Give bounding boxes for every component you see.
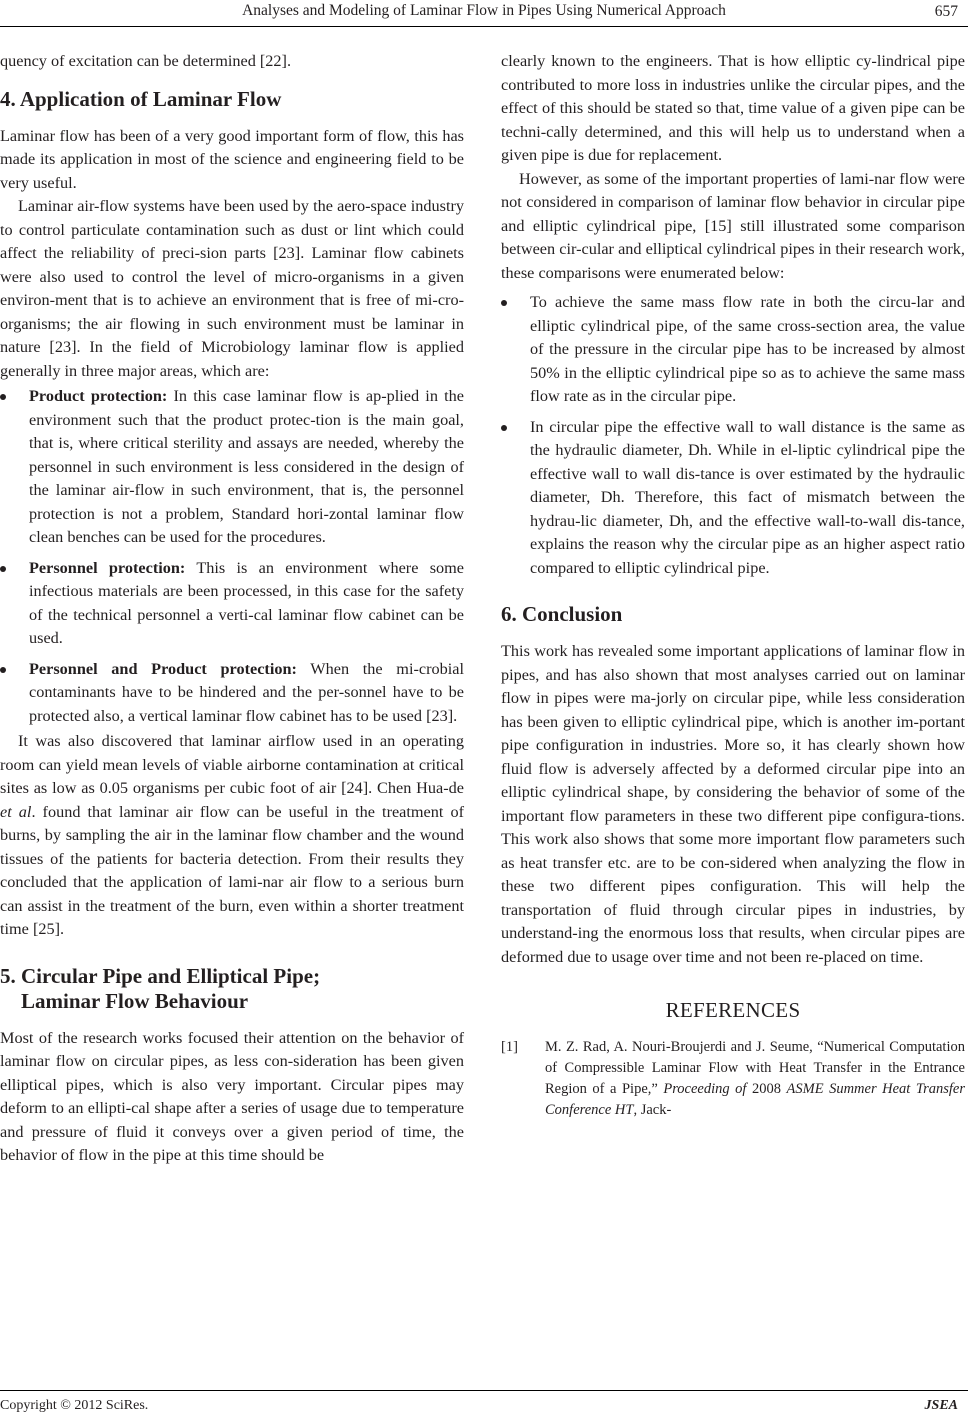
- header-rule: [0, 26, 968, 27]
- bullet-personnel-and-product-protection: [0, 658, 464, 729]
- page-number: 657: [934, 3, 958, 20]
- bullet-label: Personnel and Product protection:: [29, 659, 297, 678]
- et-al-italic: et al: [0, 802, 32, 821]
- section-5-heading-line-1: 5. Circular Pipe and Elliptical Pipe;: [0, 963, 321, 988]
- continued-paragraph: quency of excitation can be determined [22].: [0, 52, 292, 70]
- bullet-dot: [0, 566, 6, 572]
- section-4-heading: 4. Application of Laminar Flow: [0, 86, 282, 111]
- bullet-text: This is an environment where some infectious materials are been processed, in this case for the safety of the technical personnel a verti-cal laminar flow cabinet can be used.: [29, 558, 464, 647]
- bullet-label: Product protection:: [29, 387, 168, 405]
- running-title: Analyses and Modeling of Laminar Flow in Pipes Using Numerical Approach: [242, 2, 726, 19]
- reference-text: M. Z. Rad, A. Nouri-Broujerdi and J. Seume, “Numerical Computation of Compressible Laminar Flow with Heat Transfer in the Entrance Region of a Pipe,”: [545, 1038, 965, 1097]
- bullet-wall-distance: [501, 416, 965, 581]
- reference-italic: Proceeding of: [663, 1080, 747, 1097]
- bullet-dot: [501, 425, 507, 431]
- left-column: [0, 50, 464, 1168]
- paragraph-text: It was also discovered that laminar airflow used in an operating room can yield mean levels of viable airborne contamination at critical sites as low as 0.05 organisms per cubic foot of air [24]. Chen Hua-de: [0, 732, 464, 797]
- reference-number: [1]: [501, 1038, 518, 1055]
- reference-italic: ASME Summer Heat Transfer Conference HT: [545, 1080, 965, 1118]
- page-footer: [0, 1395, 968, 1415]
- bullet-product-protection: [0, 385, 464, 550]
- section-4-paragraph-3: [0, 730, 464, 942]
- references-heading: REFERENCES: [665, 998, 801, 1022]
- section-5-paragraph-1: Most of the research works focused their attention on the behavior of laminar flow on circular pipes, as less con-sideration has been given elliptical pipes, which is also very important. Circular pipes may deform to an ellipti-cal shape after a series of usage due to temperature and pressure of fluid it conveys over a given period of time, the behavior of flow in the pipe at this time should be: [0, 1028, 464, 1164]
- footer-rule: [0, 1390, 968, 1391]
- section-5-heading-line-2: Laminar Flow Behaviour: [21, 988, 249, 1013]
- section-5-paragraph-2: However, as some of the important properties of lami-nar flow were not considered in comparison of laminar flow behavior in circular pipe and elliptic cylindrical pipe, [15] still illustrated some comparison between cir-cular and elliptical cylindrical pipes in their research work, these comparisons were enumerated below:: [501, 169, 965, 282]
- reference-text: 2008: [746, 1080, 787, 1097]
- reference-item: [501, 1037, 965, 1121]
- protection-bullet-list: [0, 385, 464, 728]
- bullet-label: Personnel protection:: [29, 558, 186, 577]
- bullet-mass-flow-rate: [501, 291, 965, 409]
- right-column: [501, 50, 965, 1121]
- copyright-notice: Copyright © 2012 SciRes.: [0, 1398, 149, 1413]
- section-6-heading: 6. Conclusion: [501, 602, 623, 626]
- bullet-personnel-protection: [0, 557, 464, 651]
- bullet-text: In circular pipe the effective wall to wall distance is the same as the hydraulic diameter, Dh. While in el-liptic cylindrical pipe the effective wall to wall dis-tance is over estimated by the hydraulic diameter, Dh. Therefore, this fact of mismatch between the hydrau-lic diameter, Dh, and the effective wall-to-wall dis-tance, explains the reason why the circular pipe as an higher aspect ratio compared to elliptic cylindrical pipe.: [530, 417, 965, 577]
- section-5-paragraph-1-continued: clearly known to the engineers. That is how elliptic cy-lindrical pipe contributed to more loss in industries unlike the circular pipes, and the effect of this should be stated so that, time value of a given pipe can be techni-cally determined, and this will help us to understand when a given pipe is due for replacement.: [501, 52, 965, 164]
- bullet-dot: [501, 300, 507, 306]
- bullet-text: In this case laminar flow is ap-plied in the environment such that the product protec-tion is the main goal, that is, where critical sterility and assays are needed, whereby the personnel in such environment is less considered in the design of the laminar air-flow in such environment, that is, the personnel protection is not a problem, Standard hori-zontal laminar flow clean benches can be used for the procedures.: [29, 387, 464, 546]
- bullet-text: When the mi-crobial contaminants have to be hindered and the per-sonnel have to be protected also, a vertical laminar flow cabinet has to be used [23].: [29, 659, 464, 725]
- paragraph-text: . found that laminar air flow can be useful in the treatment of burns, by sampling the air in the laminar flow chamber and the wound tissues of the patients for bacteria detection. From their results they concluded that the application of lami-nar air flow to a serious burn can assist in the treatment of the burn, even within a shorter treatment time [25].: [0, 802, 464, 938]
- section-5-heading: [0, 964, 464, 1014]
- bullet-dot: [0, 667, 6, 673]
- running-header: [0, 0, 968, 24]
- comparison-bullet-list: [501, 291, 965, 580]
- bullet-text: To achieve the same mass flow rate in both the circu-lar and elliptic cylindrical pipe, of the same cross-section area, the value of the pressure in the circular pipe has to be increased by almost 50% in the elliptic cylindrical pipe so as to achieve the same mass flow rate as in the circular pipe.: [530, 293, 965, 405]
- section-4-paragraph-2: Laminar air-flow systems have been used by the aero-space industry to control particulate contamination such as dust or lint which could affect the reliability of preci-sion parts [23]. Laminar flow cabinets were also used to control the level of micro-organisms in a given environ-ment that is to achieve an environment that is free of mi-cro-organisms; the air flowing in such environment must be laminar in nature [23]. In the field of Microbiology laminar flow is applied generally in three major areas, which are:: [0, 197, 464, 380]
- reference-text: , Jack-: [633, 1101, 672, 1118]
- section-4-paragraph-1: Laminar flow has been of a very good important form of flow, this has made its application in most of the science and engineering field to be very useful.: [0, 126, 464, 192]
- journal-abbreviation: JSEA: [924, 1398, 958, 1413]
- conclusion-paragraph: This work has revealed some important applications of laminar flow in pipes, and has also shown that most analyses carried out on laminar flow in pipes were ma-jorly on circular pipe, while less consideration has been given to elliptic cylindrical pipe, which is another im-portant pipe configuration in industries. More so, it has clearly shown how fluid flow is adversely affected by a deformed circular pipe into an elliptic cylindrical shape, by considering the behavior of some of the important flow parameters in these two different pipe configura-tions. This work also shows that some more important flow parameters such as heat transfer etc. are to be con-sidered when analyzing the flow in these two different pipes configuration. This will help the transportation of fluid through circular pipes in industries, by understand-ing the enormous loss that results, when circular pipes are deformed due to usage over time and not been re-placed on time.: [501, 642, 965, 966]
- bullet-dot: [0, 394, 6, 400]
